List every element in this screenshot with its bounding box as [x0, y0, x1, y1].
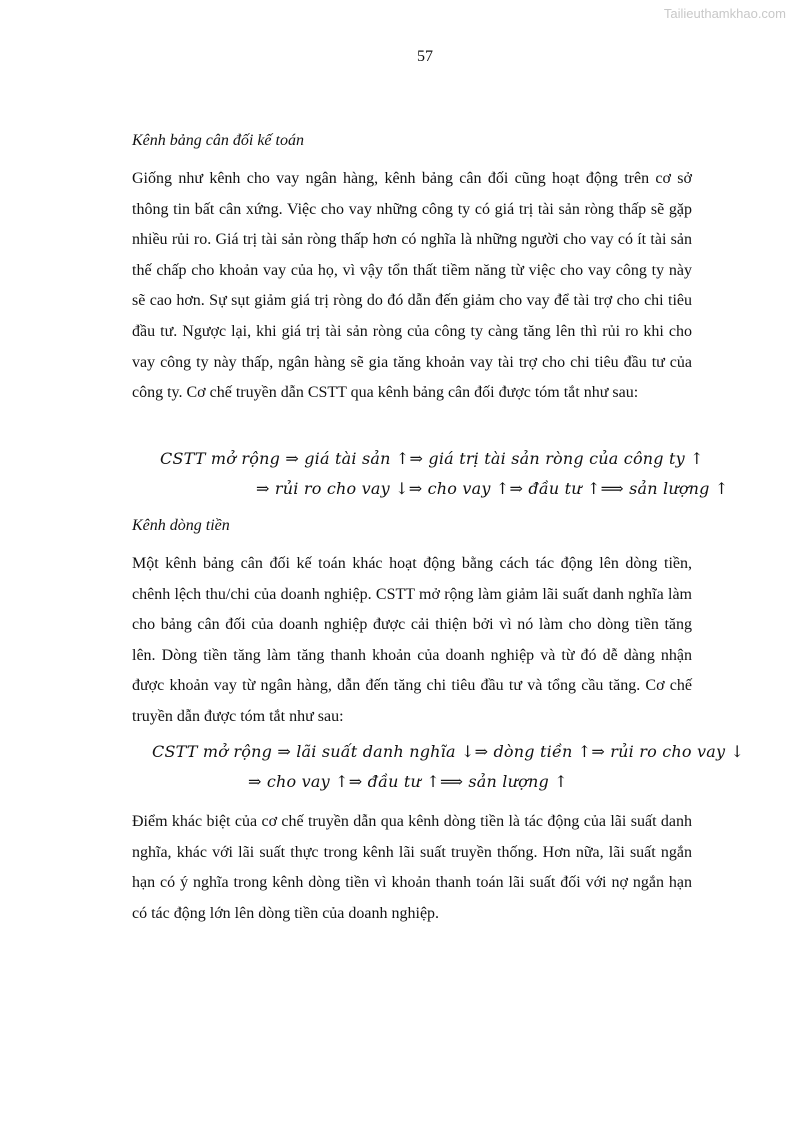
balance-sheet-formula-line-2: ⇒ rủi ro cho vay ↓⇒ cho vay ↑⇒ đầu tư ↑⟹ sản lượng ↑ [256, 479, 729, 498]
cash-flow-formula-line-2: ⇒ cho vay ↑⇒ đầu tư ↑⟹ sản lượng ↑ [248, 772, 568, 791]
cash-flow-formula-line-1: CSTT mở rộng ⇒ lãi suất danh nghĩa ↓⇒ dòng tiền ↑⇒ rủi ro cho vay ↓ [152, 742, 745, 761]
cash-flow-paragraph: Một kênh bảng cân đối kế toán khác hoạt động bằng cách tác động lên dòng tiền, chênh lệch thu/chi của doanh nghiệp. CSTT mở rộng làm giảm lãi suất danh nghĩa làm cho bảng cân đối của doanh nghiệp được cải thiện bởi vì nó làm cho dòng tiền tăng lên. Dòng tiền tăng làm tăng thanh khoản của doanh nghiệp và từ đó dễ dàng nhận được khoản vay từ ngân hàng, dẫn đến tăng chi tiêu đầu tư và tổng cầu tăng. Cơ chế truyền dẫn được tóm tắt như sau: [132, 555, 692, 725]
page-number: 57 [417, 48, 433, 65]
balance-sheet-paragraph: Giống như kênh cho vay ngân hàng, kênh bảng cân đối cũng hoạt động trên cơ sở thông tin bất cân xứng. Việc cho vay những công ty có giá trị tài sản ròng thấp sẽ gặp nhiều rủi ro. Giá trị tài sản ròng thấp hơn có nghĩa là những người cho vay có ít tài sản thế chấp cho khoản vay của họ, vì vậy tổn thất tiềm năng từ việc cho vay công ty này sẽ cao hơn. Sự sụt giảm giá trị ròng do đó dẫn đến giảm cho vay để tài trợ cho chi tiêu đầu tư. Ngược lại, khi giá trị tài sản ròng của công ty càng tăng lên thì rủi ro khi cho vay công ty này thấp, ngân hàng sẽ gia tăng khoản vay tài trợ cho chi tiêu đầu tư của công ty. Cơ chế truyền dẫn CSTT qua kênh bảng cân đối được tóm tắt như sau: [132, 170, 692, 402]
section-heading-cash-flow: Kênh dòng tiền [132, 517, 230, 534]
watermark: Tailieuthamkhao.com [663, 6, 786, 21]
balance-sheet-formula-line-1: CSTT mở rộng ⇒ giá tài sản ↑⇒ giá trị tài sản ròng của công ty ↑ [160, 449, 704, 468]
closing-paragraph: Điểm khác biệt của cơ chế truyền dẫn qua kênh dòng tiền là tác động của lãi suất danh nghĩa, khác với lãi suất thực trong kênh lãi suất truyền thống. Hơn nữa, lãi suất ngắn hạn có ý nghĩa trong kênh dòng tiền vì khoản thanh toán lãi suất đối với nợ ngắn hạn có tác động lớn lên dòng tiền của doanh nghiệp. [132, 813, 692, 922]
section-heading-balance-sheet: Kênh bảng cân đối kế toán [132, 132, 304, 149]
